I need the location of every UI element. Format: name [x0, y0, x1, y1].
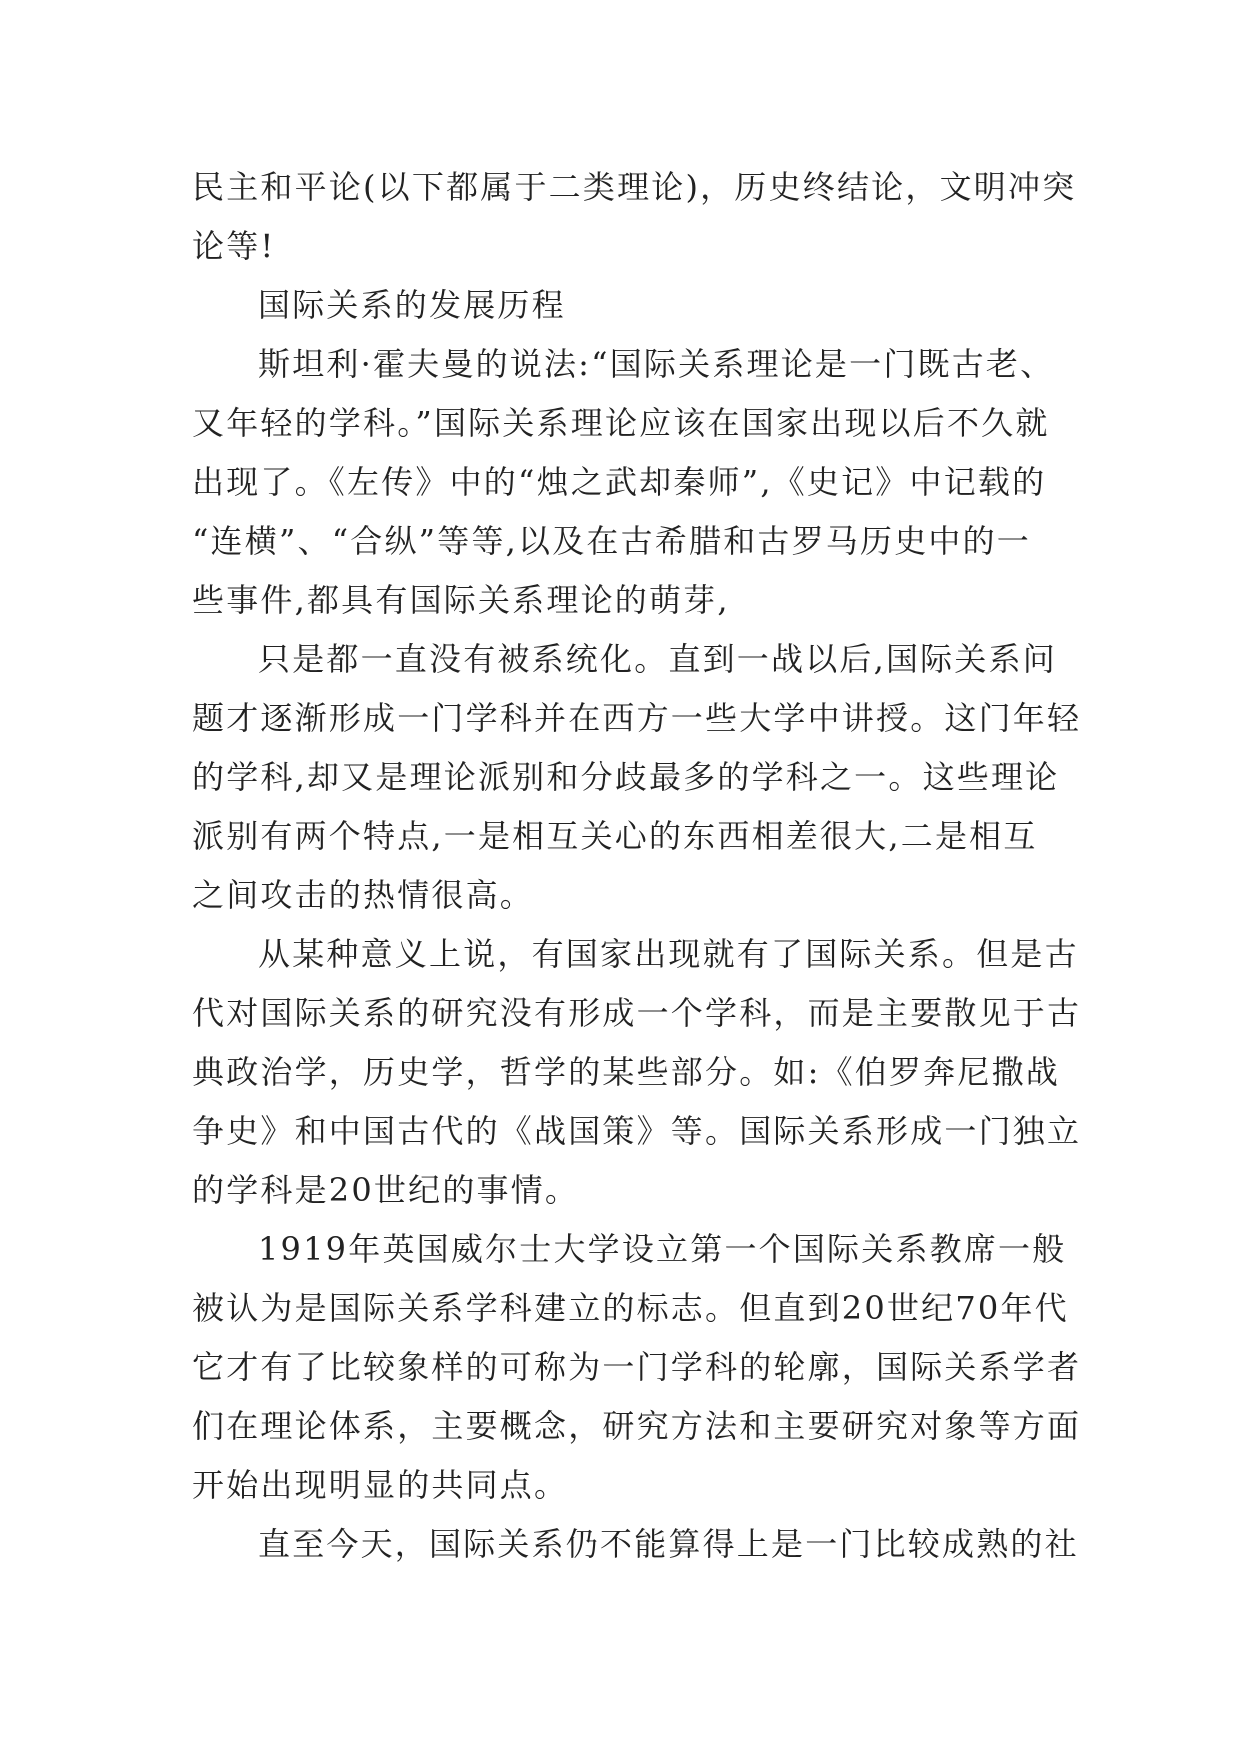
text-line: 论等!	[192, 227, 276, 265]
text-line: “连横”、“合纵”等等,以及在古希腊和古罗马历史中的一	[192, 522, 1032, 560]
text-line: 题才逐渐形成一门学科并在西方一些大学中讲授。这门年轻	[192, 699, 1082, 737]
text-line: 开始出现明显的共同点。	[192, 1466, 569, 1504]
text-line: 们在理论体系，主要概念，研究方法和主要研究对象等方面	[192, 1407, 1082, 1445]
text-line: 派别有两个特点,一是相互关心的东西相差很大,二是相互	[192, 817, 1038, 855]
text-line: 出现了。《左传》中的“烛之武却秦师”,《史记》中记载的	[192, 463, 1047, 501]
text-line: 从某种意义上说，有国家出现就有了国际关系。但是古	[258, 935, 1079, 973]
text-line: 它才有了比较象样的可称为一门学科的轮廓，国际关系学者	[192, 1348, 1082, 1386]
text-line: 又年轻的学科。”国际关系理论应该在国家出现以后不久就	[192, 404, 1050, 442]
text-line: 争史》和中国古代的《战国策》等。国际关系形成一门独立	[192, 1112, 1082, 1150]
text-line: 只是都一直没有被系统化。直到一战以后,国际关系问	[258, 640, 1057, 678]
text-line: 1919年英国威尔士大学设立第一个国际关系教席一般	[258, 1230, 1067, 1268]
text-line: 的学科,却又是理论派别和分歧最多的学科之一。这些理论	[192, 758, 1060, 796]
text-line: 代对国际关系的研究没有形成一个学科，而是主要散见于古	[192, 994, 1082, 1032]
text-line: 的学科是20世纪的事情。	[192, 1171, 580, 1209]
text-line: 之间攻击的热情很高。	[192, 876, 535, 914]
text-line: 民主和平论(以下都属于二类理论)，历史终结论，文明冲突	[192, 168, 1077, 206]
text-line: 被认为是国际关系学科建立的标志。但直到20世纪70年代	[192, 1289, 1069, 1327]
text-line: 斯坦利·霍夫曼的说法:“国际关系理论是一门既古老、	[258, 345, 1055, 383]
document-body	[192, 158, 1082, 1574]
text-line: 直至今天，国际关系仍不能算得上是一门比较成熟的社	[258, 1525, 1079, 1563]
text-line: 典政治学，历史学，哲学的某些部分。如:《伯罗奔尼撒战	[192, 1053, 1060, 1091]
text-line: 些事件,都具有国际关系理论的萌芽,	[192, 581, 730, 619]
section-heading: 国际关系的发展历程	[258, 286, 566, 324]
